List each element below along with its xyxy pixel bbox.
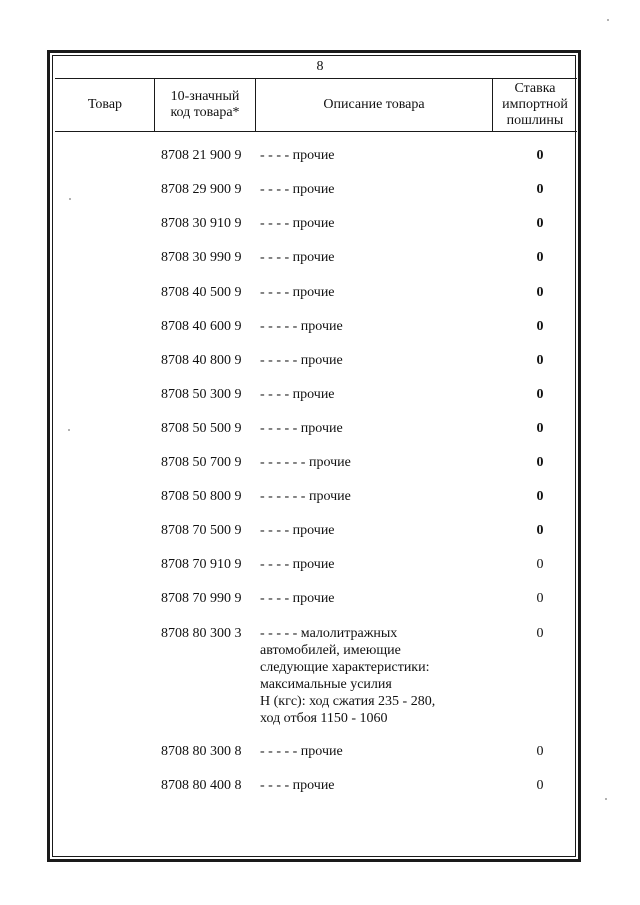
import-duty-rate: 0 xyxy=(536,421,544,436)
scan-speck xyxy=(607,19,609,21)
product-description: - - - - - - прочие xyxy=(260,489,351,504)
product-code: 8708 21 900 9 xyxy=(161,148,242,163)
import-duty-rate: 0 xyxy=(536,387,544,402)
product-code: 8708 50 500 9 xyxy=(161,421,242,436)
product-description: - - - - - прочие xyxy=(260,353,343,368)
product-description: - - - - - малолитражных автомобилей, имеющие следующие характеристики: максимальные усилия Н (кгс): ход сжатия 235 - 280, ход отбоя 1150 - 1060 xyxy=(260,626,436,726)
product-description: - - - - прочие xyxy=(260,523,335,538)
product-description: - - - - прочие xyxy=(260,216,335,231)
product-code: 8708 70 990 9 xyxy=(161,591,242,606)
product-code: 8708 80 300 8 xyxy=(161,744,242,759)
import-duty-rate: 0 xyxy=(536,182,544,197)
product-code: 8708 50 700 9 xyxy=(161,455,242,470)
product-description: - - - - прочие xyxy=(260,250,335,265)
product-code: 8708 40 600 9 xyxy=(161,319,242,334)
product-code: 8708 29 900 9 xyxy=(161,182,242,197)
import-duty-rate: 0 xyxy=(536,591,544,606)
import-duty-rate: 0 xyxy=(536,744,544,759)
product-code: 8708 50 300 9 xyxy=(161,387,242,402)
table-header-bottom-rule xyxy=(55,131,577,132)
import-duty-rate: 0 xyxy=(536,489,544,504)
product-code: 8708 80 400 8 xyxy=(161,778,242,793)
product-description: - - - - прочие xyxy=(260,148,335,163)
import-duty-rate: 0 xyxy=(536,148,544,163)
product-description: - - - - прочие xyxy=(260,557,335,572)
product-description: - - - - прочие xyxy=(260,778,335,793)
header-description: Описание товара xyxy=(323,96,425,112)
product-code: 8708 40 500 9 xyxy=(161,285,242,300)
product-description: - - - - - прочие xyxy=(260,744,343,759)
scan-speck xyxy=(605,798,607,800)
header-rate: Ставка импортной пошлины xyxy=(502,80,568,128)
product-code: 8708 80 300 3 xyxy=(161,626,242,641)
import-duty-rate: 0 xyxy=(536,455,544,470)
product-code: 8708 50 800 9 xyxy=(161,489,242,504)
import-duty-rate: 0 xyxy=(536,626,544,641)
import-duty-rate: 0 xyxy=(536,523,544,538)
product-description: - - - - прочие xyxy=(260,387,335,402)
header-goods: Товар xyxy=(87,96,123,112)
product-description: - - - - прочие xyxy=(260,182,335,197)
import-duty-rate: 0 xyxy=(536,778,544,793)
scan-speck xyxy=(68,429,70,431)
import-duty-rate: 0 xyxy=(536,353,544,368)
product-code: 8708 30 990 9 xyxy=(161,250,242,265)
product-description: - - - - прочие xyxy=(260,285,335,300)
import-duty-rate: 0 xyxy=(536,250,544,265)
product-description: - - - - - прочие xyxy=(260,421,343,436)
import-duty-rate: 0 xyxy=(536,285,544,300)
product-code: 8708 70 500 9 xyxy=(161,523,242,538)
product-code: 8708 70 910 9 xyxy=(161,557,242,572)
product-code: 8708 30 910 9 xyxy=(161,216,242,231)
import-duty-rate: 0 xyxy=(536,557,544,572)
scan-speck xyxy=(69,198,71,200)
page-number: 8 xyxy=(316,59,324,74)
import-duty-rate: 0 xyxy=(536,319,544,334)
import-duty-rate: 0 xyxy=(536,216,544,231)
product-description: - - - - - прочие xyxy=(260,319,343,334)
product-code: 8708 40 800 9 xyxy=(161,353,242,368)
product-description: - - - - прочие xyxy=(260,591,335,606)
product-description: - - - - - - прочие xyxy=(260,455,351,470)
header-code: 10-значный код товара* xyxy=(170,88,240,120)
